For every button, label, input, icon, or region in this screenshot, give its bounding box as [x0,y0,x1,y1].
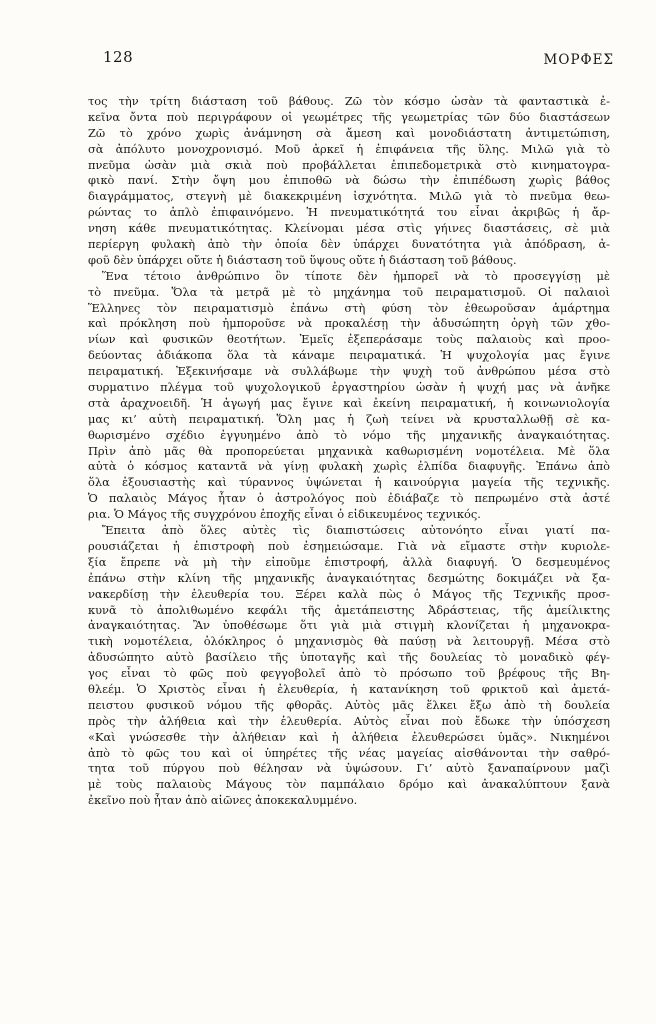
text-line: τητα τοῦ πύργου ποὺ θέλησαν νὰ ὑψώσουν. Γι’ αὐτὸ ξαναπαίρνουν μαζὶ [88,761,610,776]
text-line: τος τὴν τρίτη διάσταση τοῦ βάθους. Ζῶ τὸν κόσμο ὡσὰν τὰ φανταστικὰ ἐ- [88,94,610,108]
text-line: Ζῶ τὸ χρόνο χωρὶς ἀνάμνηση σὰ ἄμεση καὶ μονοδιάστατη ἀντιμετώπιση, [88,125,610,140]
text-line: Πρὶν ἀπὸ μᾶς θὰ προπορεύεται μηχανικὰ καθωρισμένη νομοτέλεια. Μὲ ὅλα [88,443,610,458]
text-line: ἐκεῖνο ποὺ ἦταν ἀπὸ αἰῶνες ἀποκεκαλυμμένο. [88,793,358,808]
text-line: γος εἶναι τὸ φῶς ποὺ φεγγοβολεῖ ἀπὸ τὸ πρόσωπο τοῦ βρέφους τῆς Βη- [88,666,610,681]
text-line: σὰ ἀπόλυτο μονοχρονισμό. Μοῦ ἀρκεῖ ἡ ἐπιφάνεια τῆς ὕλης. Μιλῶ γιὰ τὸ [88,141,610,156]
text-line: συρματινο πλέγμα τοῦ ψυχολογικοῦ ἐργαστηρίου ὡσὰν ἡ ψυχή μας νὰ ἀνῆκε [88,380,610,395]
text-line: πειραματική. Ἐξεκινήσαμε νὰ συλλάβωμε τὴν ψυχὴ τοῦ ἀνθρώπου μέσα στὸ [88,364,610,379]
text-line: ξία ἔπρεπε νὰ μὴ τὴν εἰποῦμε ἐπιστροφή, ἀλλὰ διαφυγή. Ὁ δεσμευμένος [88,554,610,569]
text-line: κεῖνα ὄντα ποὺ περιγράφουν οἱ γεωμέτρες τῆς γεωμετρίας τῶν δύο διαστάσεων [88,109,610,124]
text-line: ρουσιάζεται ἡ ἐπιστροφὴ ποὺ ἐσημειώσαμε. Γιὰ νὰ εἴμαστε στὴν κυριολε- [88,538,610,553]
text-line: νίων καὶ φυσικῶν θεοτήτων. Ἐμεῖς ἐξεπεράσαμε τοὺς παλαιοὺς καὶ προο- [88,332,610,347]
text-line: θλεέμ. Ὁ Χριστὸς εἶναι ἡ ἐλευθερία, ἡ κατανίκηση τοῦ φρικτοῦ καὶ ἀμετά- [88,681,610,696]
text-line: περίεργη φυλακὴ ἀπὸ τὴν ὁποία δὲν ὑπάρχει δυνατότητα γιὰ ἀπόδραση, ἀ- [88,237,610,252]
text-line: ἀπὸ τὸ φῶς του καὶ οἱ ὑπηρέτες τῆς νέας μαγείας αἰσθάνονται τὴν σαθρό- [88,745,610,760]
text-line: νακερδίσῃ τὴν ἐλευθερία του. Ξέρει καλὰ πὼς ὁ Μάγος τῆς Τεχνικῆς προσ- [88,586,610,601]
text-line: αὐτὰ ὁ κόσμος καταντᾶ νὰ γίνῃ φυλακὴ χωρὶς ἐλπίδα διαφυγῆς. Ἐπάνω ἀπὸ [88,459,610,474]
text-line: «Καὶ γνώσεσθε τὴν ἀλήθειαν καὶ ἡ ἀλήθεια ἐλευθερώσει ὑμᾶς». Νικημένοι [88,729,610,744]
running-head: ΜΟΡΦΕΣ [543,52,614,68]
text-line: δεύοντας ἀδιάκοπα ὅλα τὰ κάναμε πειραματικά. Ἡ ψυχολογία μας ἔγινε [88,348,610,363]
text-line: διαγράμματος, στεγνὴ μὲ διακεκριμένη ἰσχνότητα. Μιλῶ γιὰ τὸ πνεῦμα θεω- [88,189,610,204]
text-line: νηση κάθε πνευματικότητας. Κλείνομαι μέσα στὶς γήινες διαστάσεις, σὲ μιὰ [88,221,610,236]
text-line: πειστου φυσικοῦ νόμου τῆς φθορᾶς. Αὐτὸς μᾶς ἕλκει ἔξω ἀπὸ τὴ δουλεία [88,697,610,712]
text-line: τικὴ νομοτέλεια, ὁλόκληρος ὁ μηχανισμὸς θὰ παύσῃ νὰ λειτουργῇ. Μέσα στὸ [88,634,610,649]
text-line: μας κι’ αὐτὴ πειραματική. Ὅλη μας ἡ ζωὴ τείνει νὰ κρυσταλλωθῇ σὲ κα- [88,411,610,426]
text-line: ἀδυσώπητο αὐτὸ βασίλειο τῆς ὑποταγῆς καὶ τῆς δουλείας τὸ μοναδικὸ φέγ- [88,650,610,665]
text-line: ὅλα ἐξουσιαστὴς καὶ τύραννος ὑψώνεται ἡ καινούργια μαγεία τῆς τεχνικῆς. [88,475,610,490]
text-line: κυνᾶ τὸ ἀπολιθωμένο κεφάλι τῆς ἀμετάπειστης Ἀδράστειας, τῆς ἀμείλικτης [88,602,610,617]
text-line: τὸ πνεῦμα. Ὅλα τὰ μετρᾶ μὲ τὸ μηχάνημα τοῦ πειραματισμοῦ. Οἱ παλαιοὶ [88,284,610,299]
text-line: Ἕνα τέτοιο ἀνθρώπινο ὂν τίποτε δὲν ἠμπορεῖ νὰ τὸ προσεγγίσῃ μὲ [102,268,610,283]
text-line: μὲ τοὺς παλαιοὺς Μάγους τὸν παμπάλαιο δρόμο καὶ ἀνακαλύπτουν ξανὰ [88,777,610,792]
text-line: θωρισμένο σχέδιο ἐγγυημένο ἀπὸ τὸ νόμο τῆς μηχανικῆς ἀναγκαιότητας. [88,427,610,442]
text-line: πρὸς τὴν ἀλήθεια καὶ τὴν ἐλευθερία. Αὐτὸς εἶναι ποὺ ἔδωκε τὴν ὑπόσχεση [88,713,610,728]
text-line: Ἔπειτα ἀπὸ ὅλες αὐτὲς τὶς διαπιστώσεις αὐτονόητο εἶναι γιατί πα- [102,523,610,538]
text-line: φοῦ δὲν ὑπάρχει οὔτε ἡ διάσταση τοῦ ὕψους οὔτε ἡ διάσταση τοῦ βάθους. [88,252,517,267]
text-line: στὰ ἀραχνοειδῆ. Ἡ ἀγωγή μας ἔγινε καὶ ἐκείνη πειραματική, ἡ κοινωνιολογία [88,395,610,410]
text-line: Ὁ παλαιὸς Μάγος ἦταν ὁ ἀστρολόγος ποὺ ἐδιάβαζε τὸ πεπρωμένο στὰ ἀστέ [88,491,610,506]
text-line: πνεῦμα ὡσὰν μιὰ σκιὰ ποὺ προβάλλεται ἐπιπεδομετρικὰ στὸ κινηματογρα- [88,157,610,172]
text-line: ἐπάνω στὴν κλίνη τῆς μηχανικῆς ἀναγκαιότητας δεσμώτης δοκιμάζει νὰ ξα- [88,570,610,585]
text-line: φικὸ πανί. Στὴν ὄψη μου ἐπιποθῶ νὰ δώσω τὴν ἐπιπέδωση χωρὶς βάθος [88,173,610,188]
text-line: ρια. Ὁ Μάγος τῆς συγχρόνου ἐποχῆς εἶναι ὁ εἰδικευμένος τεχνικός. [88,507,481,522]
text-line: ρώντας το ἁπλὸ ἐπιφαινόμενο. Ἡ πνευματικότητά του εἶναι ἀκριβῶς ἡ ἄρ- [88,205,610,220]
text-line: καὶ πρόκληση ποὺ ἠμποροῦσε νὰ προκαλέσῃ τὴν ἀδυσώπητη ὀργὴ τῶν χθο- [88,316,610,331]
text-line: Ἕλληνες τὸν πειραματισμὸ ἐπάνω στὴ φύση τὸν ἐθεωροῦσαν ἁμάρτημα [88,300,610,315]
body-text [88,94,610,809]
page-number: 128 [103,48,134,66]
text-line: ἀναγκαιότητας. Ἂν ὑποθέσωμε ὅτι γιὰ μιὰ στιγμὴ κλονίζεται ἡ μηχανοκρα- [88,618,610,633]
